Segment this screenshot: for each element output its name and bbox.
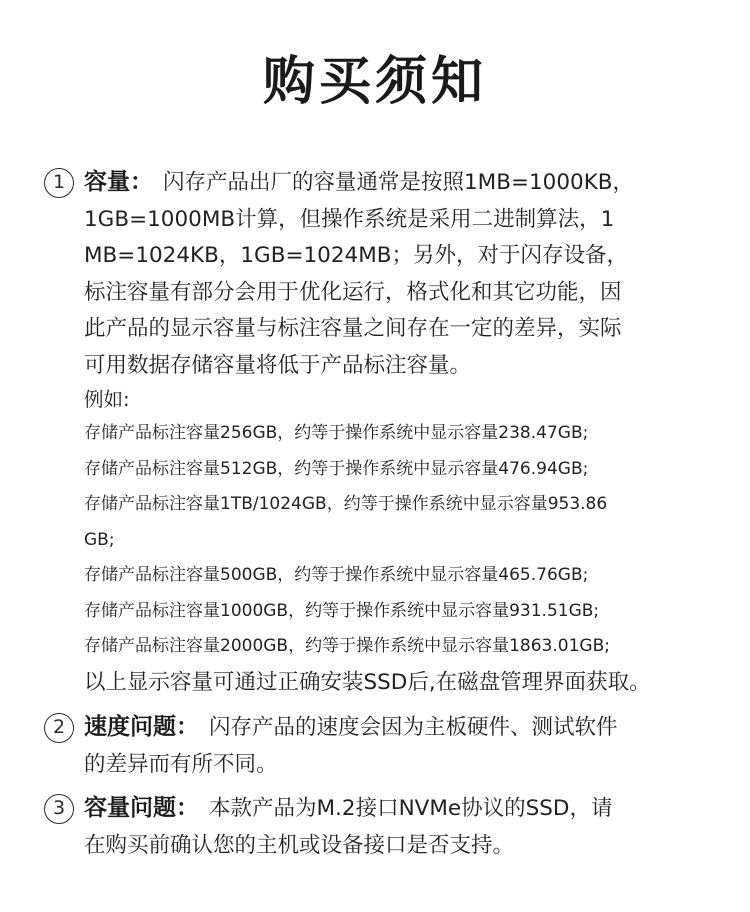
number-badge: 1 xyxy=(44,168,74,198)
example-label: 例如: xyxy=(84,388,130,411)
page-title: 购买须知 xyxy=(262,52,487,112)
section-text: 闪存产品出厂的容量通常是按照1MB=1000KB， xyxy=(163,170,635,195)
section-line: 可用数据存储容量将低于产品标注容量。 xyxy=(84,352,472,378)
section-line xyxy=(84,790,714,828)
section-label: 速度问题： xyxy=(84,714,199,740)
section-text: 本款产品为M.2接口NVMe协议的SSD，请 xyxy=(209,796,613,821)
section-body xyxy=(84,709,714,783)
section-line xyxy=(84,709,714,747)
example-line: GB; xyxy=(84,529,115,550)
example-line: 存储产品标注容量256GB，约等于操作系统中显示容量238.47GB; xyxy=(84,423,589,443)
example-line: 存储产品标注容量500GB，约等于操作系统中显示容量465.76GB; xyxy=(84,565,589,585)
example-line: 存储产品标注容量1000GB，约等于操作系统中显示容量931.51GB; xyxy=(84,600,600,621)
section-line: 标注容量有部分会用于优化运行，格式化和其它功能，因 xyxy=(84,279,622,305)
section-line: 1GB=1000MB计算，但操作系统是采用二进制算法，1 xyxy=(84,206,615,232)
section-body xyxy=(84,164,714,701)
section-line: 在购买前确认您的主机或设备接口是否支持。 xyxy=(84,832,515,858)
section-text: 闪存产品的速度会因为主板硬件、测试软件 xyxy=(209,715,618,740)
section-line: MB=1024KB，1GB=1024MB；另外，对于闪存设备， xyxy=(84,243,628,268)
section-label: 容量问题： xyxy=(84,795,199,821)
number-badge: 2 xyxy=(44,713,74,743)
example-line: 存储产品标注容量1TB/1024GB，约等于操作系统中显示容量953.86 xyxy=(84,494,608,514)
example-line: 存储产品标注容量2000GB，约等于操作系统中显示容量1863.01GB; xyxy=(84,636,610,656)
section-line: 此产品的显示容量与标注容量之间存在一定的差异，实际 xyxy=(84,316,622,341)
closing-line: 以上显示容量可通过正确安装SSD后,在磁盘管理界面获取。 xyxy=(84,669,651,695)
section-line: 的差异而有所不同。 xyxy=(84,751,278,777)
number-badge: 3 xyxy=(44,794,74,824)
section-label: 容量： xyxy=(84,169,153,195)
example-line: 存储产品标注容量512GB，约等于操作系统中显示容量476.94GB; xyxy=(84,458,589,479)
section-line xyxy=(84,164,714,202)
section-body xyxy=(84,790,714,864)
